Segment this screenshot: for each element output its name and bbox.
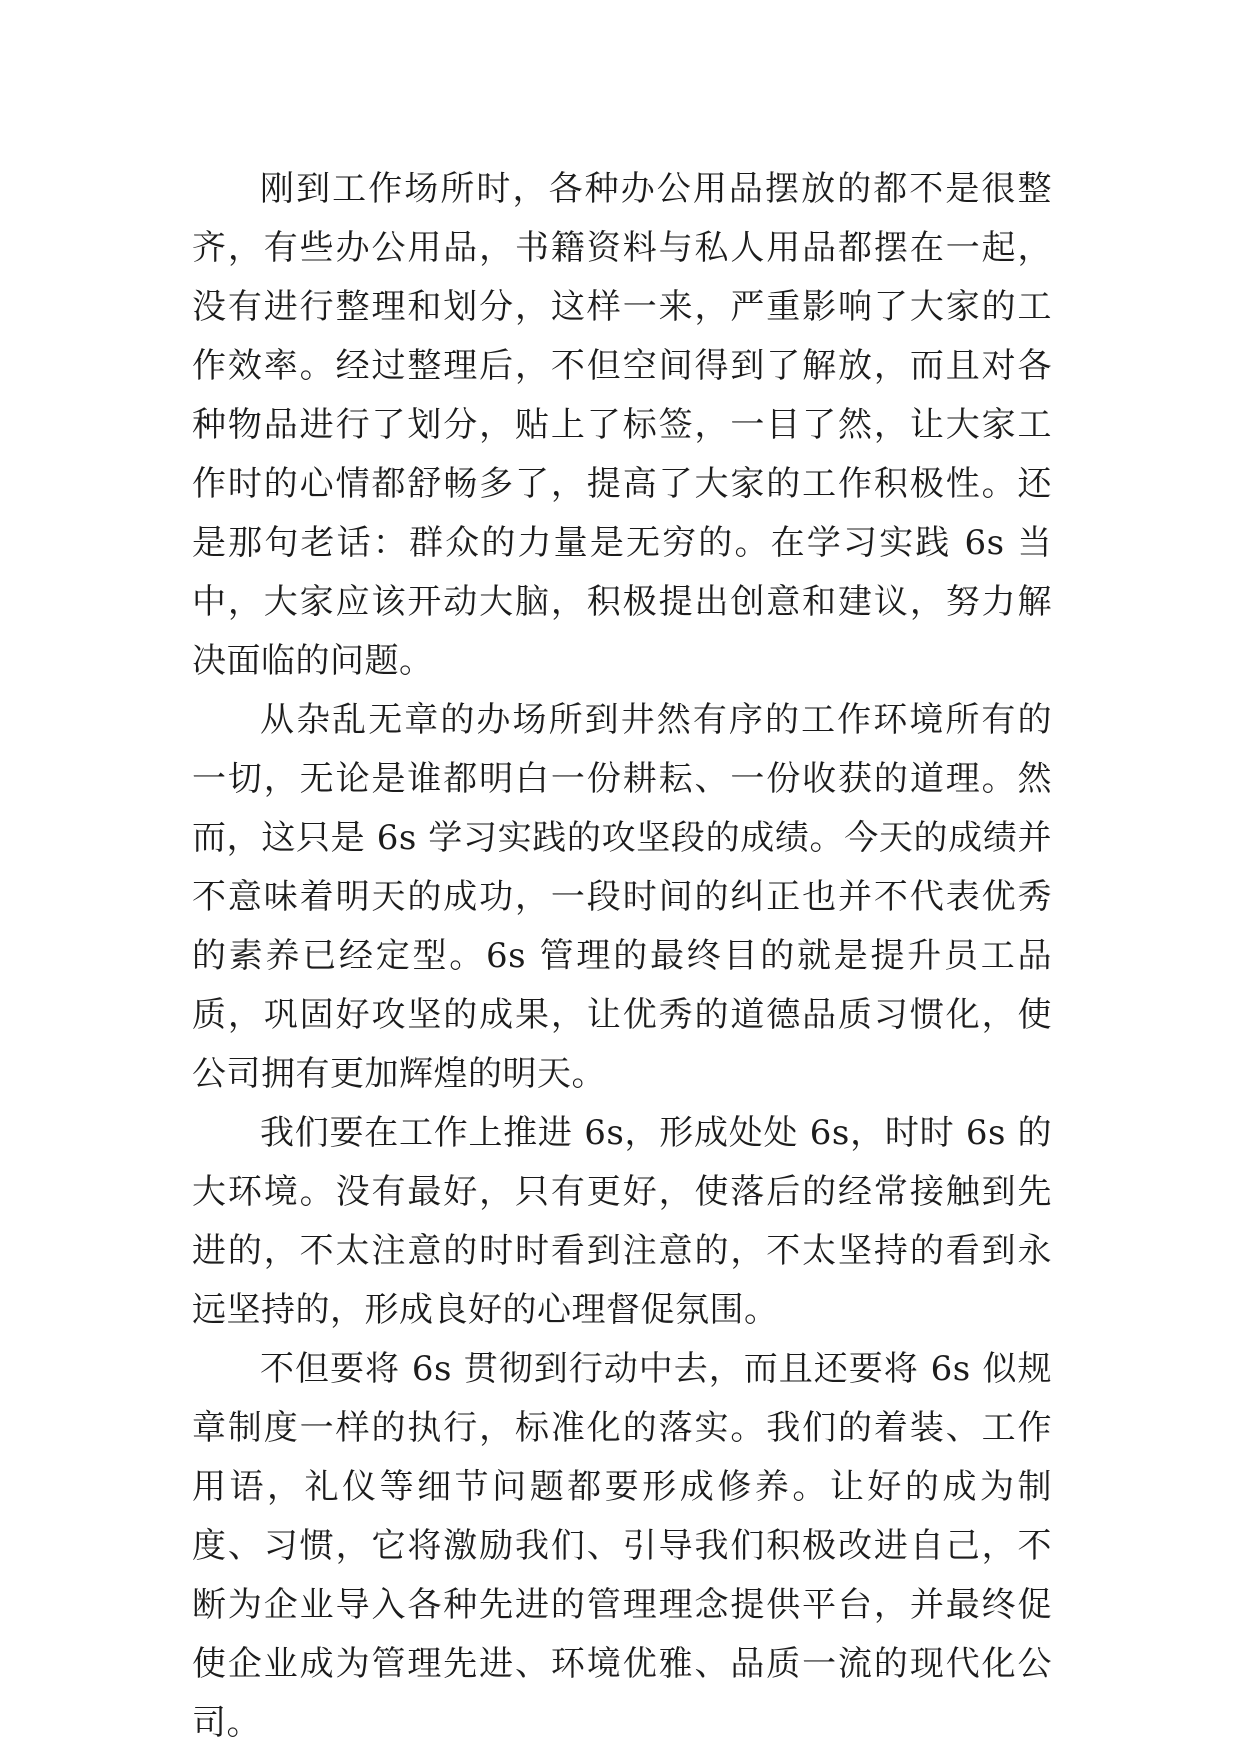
paragraph-4: 不但要将 6s 贯彻到行动中去，而且还要将 6s 似规章制度一样的执行，标准化的落实。我们的着装、工作用语，礼仪等细节问题都要形成修养。让好的成为制度、习惯，它将激励我们、引导我们积极改进自己，不断为企业导入各种先进的管理理念提供平台，并最终促使企业成为管理先进、环境优雅、品质一流的现代化公司。 [192, 1349, 1052, 1743]
document-body [192, 160, 1052, 1753]
paragraph-1: 刚到工作场所时，各种办公用品摆放的都不是很整齐，有些办公用品，书籍资料与私人用品都摆在一起，没有进行整理和划分，这样一来，严重影响了大家的工作效率。经过整理后，不但空间得到了解放，而且对各种物品进行了划分，贴上了标签，一目了然，让大家工作时的心情都舒畅多了，提高了大家的工作积极性。还是那句老话：群众的力量是无穷的。在学习实践 6s 当中，大家应该开动大脑，积极提出创意和建议，努力解决面临的问题。 [192, 169, 1052, 681]
paragraph-3: 我们要在工作上推进 6s，形成处处 6s，时时 6s 的大环境。没有最好，只有更好，使落后的经常接触到先进的，不太注意的时时看到注意的，不太坚持的看到永远坚持的，形成良好的心理督促氛围。 [192, 1113, 1052, 1330]
paragraph-2: 从杂乱无章的办场所到井然有序的工作环境所有的一切，无论是谁都明白一份耕耘、一份收获的道理。然而，这只是 6s 学习实践的攻坚段的成绩。今天的成绩并不意味着明天的成功，一段时间的纠正也并不代表优秀的素养已经定型。6s 管理的最终目的就是提升员工品质，巩固好攻坚的成果，让优秀的道德品质习惯化，使公司拥有更加辉煌的明天。 [192, 700, 1052, 1094]
